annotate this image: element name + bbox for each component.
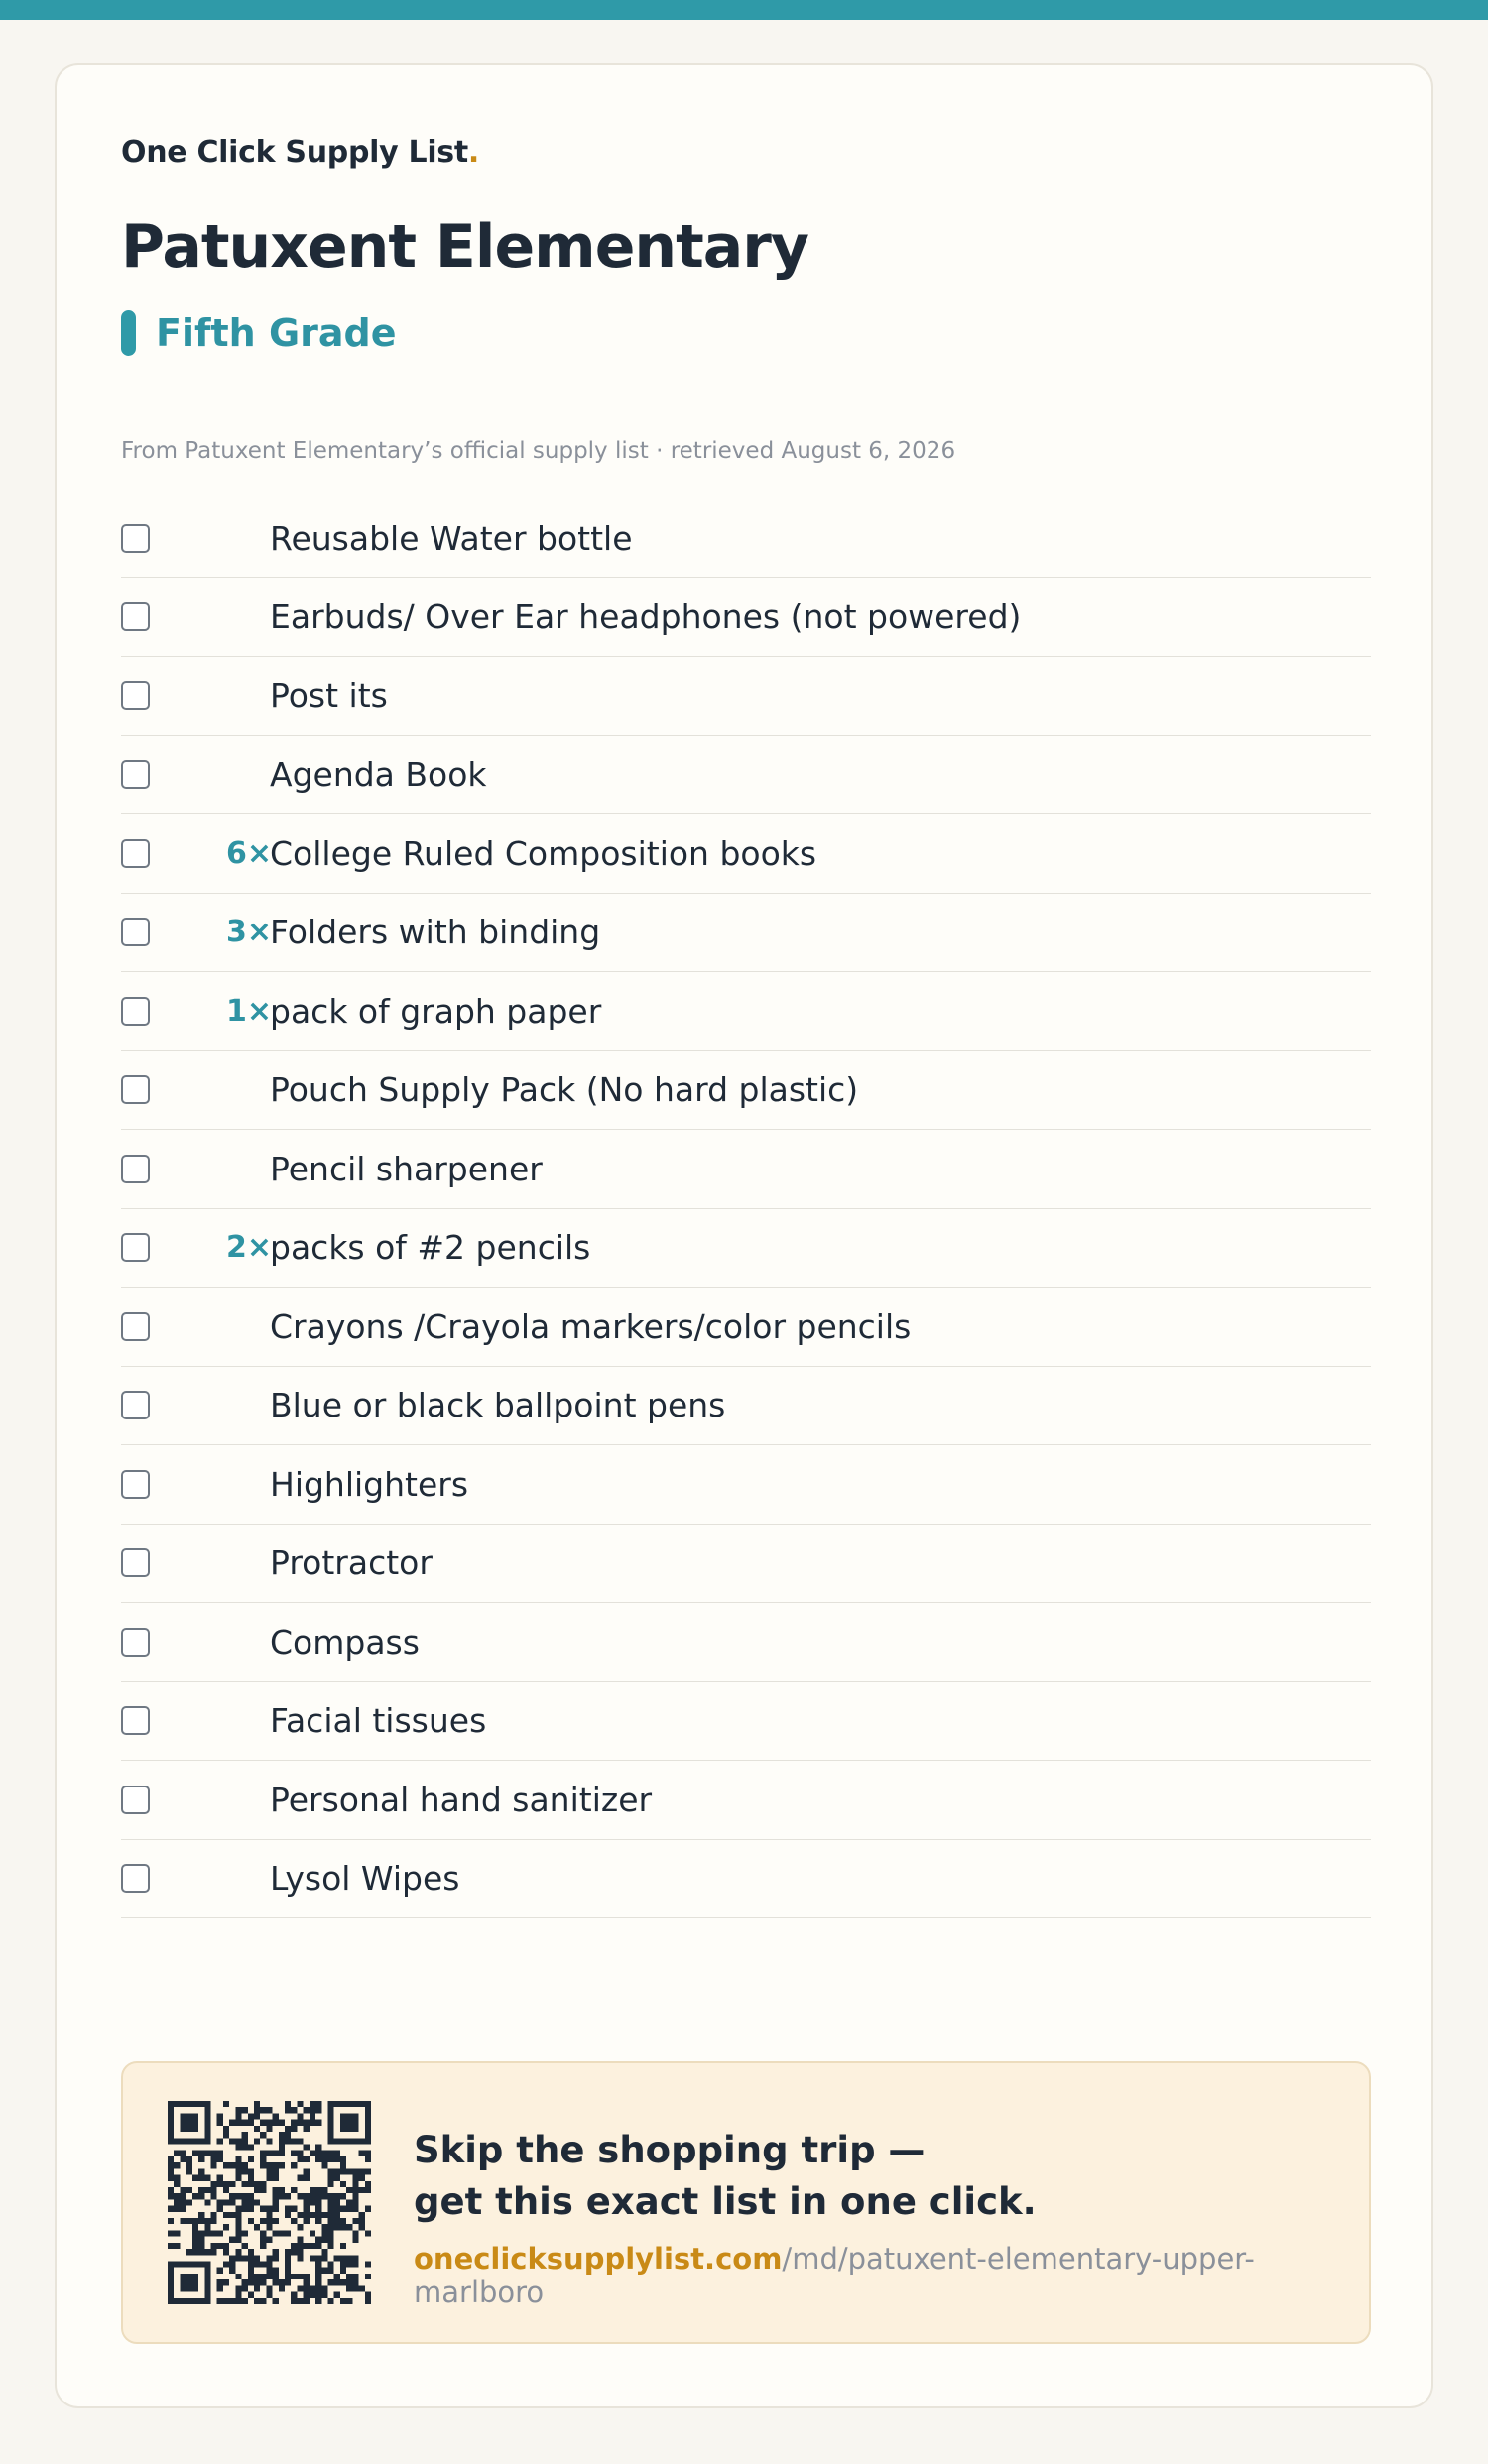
list-item[interactable] xyxy=(121,736,1371,815)
item-label: Pouch Supply Pack (No hard plastic) xyxy=(270,1070,859,1110)
checkbox-icon[interactable] xyxy=(121,1628,150,1657)
list-item[interactable] xyxy=(121,894,1371,973)
checkbox-icon[interactable] xyxy=(121,1786,150,1814)
list-item[interactable] xyxy=(121,1445,1371,1525)
list-item[interactable] xyxy=(121,1682,1371,1762)
qr-code-icon xyxy=(168,2101,371,2304)
list-item[interactable] xyxy=(121,972,1371,1051)
grade-accent-bar xyxy=(121,310,136,356)
checkbox-icon[interactable] xyxy=(121,1864,150,1893)
source-note: From Patuxent Elementary’s official supply list · retrieved August 6, 2026 xyxy=(121,438,956,464)
checkbox-icon[interactable] xyxy=(121,681,150,710)
list-item[interactable] xyxy=(121,578,1371,658)
checkbox-icon[interactable] xyxy=(121,1075,150,1104)
checkbox-icon[interactable] xyxy=(121,1312,150,1341)
promo-url-path: /md/patuxent-elementary-upper-marlboro xyxy=(414,2242,1255,2309)
checkbox-icon[interactable] xyxy=(121,1470,150,1499)
item-label: Crayons /Crayola markers/color pencils xyxy=(270,1306,912,1346)
list-item[interactable] xyxy=(121,1761,1371,1840)
list-item[interactable] xyxy=(121,657,1371,736)
checkbox-icon[interactable] xyxy=(121,760,150,789)
list-item[interactable] xyxy=(121,1603,1371,1682)
item-label: Compass xyxy=(270,1622,420,1662)
item-label: Blue or black ballpoint pens xyxy=(270,1386,726,1425)
grade-label: Fifth Grade xyxy=(156,311,397,355)
checkbox-icon[interactable] xyxy=(121,1548,150,1577)
list-item[interactable] xyxy=(121,1840,1371,1919)
item-label: packs of #2 pencils xyxy=(270,1228,591,1268)
top-accent-bar xyxy=(0,0,1488,20)
item-label: Folders with binding xyxy=(270,913,601,952)
checkbox-icon[interactable] xyxy=(121,602,150,631)
checkbox-icon[interactable] xyxy=(121,1155,150,1183)
grade-heading xyxy=(121,309,397,357)
checkbox-icon[interactable] xyxy=(121,1706,150,1735)
item-label: Lysol Wipes xyxy=(270,1859,460,1899)
list-item[interactable] xyxy=(121,1130,1371,1209)
item-label: Pencil sharpener xyxy=(270,1149,543,1188)
promo-url-domain: oneclicksupplylist.com xyxy=(414,2242,783,2276)
promo-headline xyxy=(414,2125,1037,2228)
supply-list-card xyxy=(55,63,1433,2408)
promo-headline-line-1: Skip the shopping trip — xyxy=(414,2129,926,2171)
item-quantity: 1× xyxy=(225,993,272,1029)
page-title: Patuxent Elementary xyxy=(121,212,808,282)
item-quantity: 3× xyxy=(225,915,272,950)
brand-logo[interactable] xyxy=(121,135,479,170)
checkbox-icon[interactable] xyxy=(121,918,150,946)
item-label: Earbuds/ Over Ear headphones (not powered) xyxy=(270,597,1022,637)
list-item[interactable] xyxy=(121,499,1371,578)
list-item[interactable] xyxy=(121,1525,1371,1604)
item-label: Post its xyxy=(270,676,388,715)
item-quantity: 2× xyxy=(225,1230,272,1266)
list-item[interactable] xyxy=(121,1288,1371,1367)
list-item[interactable] xyxy=(121,1367,1371,1446)
item-label: Personal hand sanitizer xyxy=(270,1780,653,1819)
brand-dot: . xyxy=(467,135,480,170)
supply-list xyxy=(121,499,1371,1918)
checkbox-icon[interactable] xyxy=(121,1391,150,1419)
item-label: Agenda Book xyxy=(270,755,487,795)
checkbox-icon[interactable] xyxy=(121,524,150,553)
brand-name: One Click Supply List xyxy=(121,135,468,170)
checkbox-icon[interactable] xyxy=(121,1233,150,1262)
checkbox-icon[interactable] xyxy=(121,997,150,1026)
item-label: Highlighters xyxy=(270,1464,469,1504)
list-item[interactable] xyxy=(121,814,1371,894)
promo-url-link[interactable] xyxy=(414,2242,1369,2309)
promo-box xyxy=(121,2061,1371,2344)
item-label: Reusable Water bottle xyxy=(270,518,633,557)
item-label: Protractor xyxy=(270,1543,433,1583)
promo-headline-line-2: get this exact list in one click. xyxy=(414,2180,1037,2223)
item-label: Facial tissues xyxy=(270,1701,487,1741)
item-label: College Ruled Composition books xyxy=(270,833,817,873)
item-quantity: 6× xyxy=(225,835,272,871)
list-item[interactable] xyxy=(121,1209,1371,1289)
item-label: pack of graph paper xyxy=(270,991,602,1031)
list-item[interactable] xyxy=(121,1051,1371,1131)
checkbox-icon[interactable] xyxy=(121,839,150,868)
